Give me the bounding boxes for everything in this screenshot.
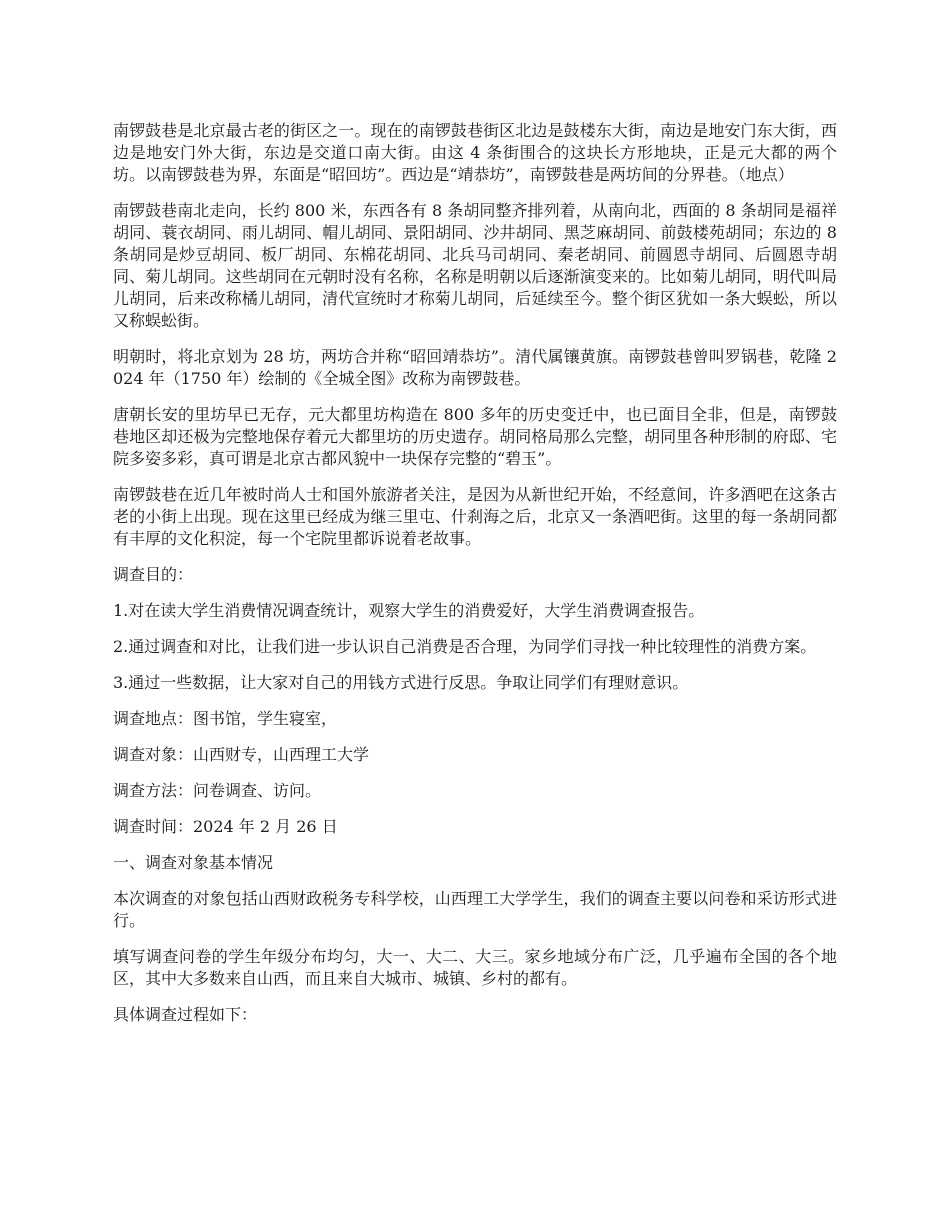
paragraph-lifang-heritage: 唐朝长安的里坊早已无存，元大都里坊构造在 800 多年的历史变迁中，也已面目全非，但是，南锣鼓巷地区却还极为完整地保存着元大都里坊的历史遗存。胡同格局那么完整，胡同里各种形制的府邸、宅院多姿多彩，真可谓是北京古都风貌中一块保存完整的“碧玉”。 [113, 405, 837, 468]
survey-purpose-item-1: 1.对在读大学生消费情况调查统计，观察大学生的消费爱好，大学生消费调查报告。 [113, 601, 705, 620]
paragraph-hutong-layout: 南锣鼓巷南北走向，长约 800 米，东西各有 8 条胡同整齐排列着，从南向北，西面的 8 条胡同是福祥胡同、蓑衣胡同、雨儿胡同、帽儿胡同、景阳胡同、沙井胡同、黑芝麻胡同、前鼓楼苑胡同；东边的 8 条胡同是炒豆胡同、板厂胡同、东棉花胡同、北兵马司胡同、秦老胡同、前圆恩寺胡同、后圆恩寺胡同、菊儿胡同。这些胡同在元朝时没有名称，名称是明朝以后逐渐演变来的。比如菊儿胡同，明代叫局儿胡同，后来改称橘儿胡同，清代宣统时才称菊儿胡同，后延续至今。整个街区犹如一条大蜈蚣，所以又称蜈蚣街。 [113, 201, 837, 330]
survey-subjects: 调查对象：山西财专，山西理工大学 [113, 745, 370, 764]
survey-purpose-item-3: 3.通过一些数据，让大家对自己的用钱方式进行反思。争取让同学们有理财意识。 [113, 673, 689, 692]
paragraph-process-intro: 具体调查过程如下： [113, 1005, 258, 1024]
paragraph-nanluoguxiang-location: 南锣鼓巷是北京最古老的街区之一。现在的南锣鼓巷街区北边是鼓楼东大街，南边是地安门东大街，西边是地安门外大街，东边是交道口南大街。由这 4 条街围合的这块长方形地块，正是元大都的两个坊。以南锣鼓巷为界，东面是“昭回坊”。西边是“靖恭坊”，南锣鼓巷是两坊间的分界巷。（地点） [113, 121, 837, 184]
paragraph-bar-street: 南锣鼓巷在近几年被时尚人士和国外旅游者关注，是因为从新世纪开始，不经意间，许多酒吧在这条古老的小街上出现。现在这里已经成为继三里屯、什刹海之后，北京又一条酒吧街。这里的每一条胡同都有丰厚的文化积淀，每一个宅院里都诉说着老故事。 [113, 485, 837, 548]
survey-purpose-item-2: 2.通过调查和对比，让我们进一步认识自己消费是否合理，为同学们寻找一种比较理性的消费方案。 [113, 637, 817, 656]
survey-date: 调查时间：2024 年 2 月 26 日 [113, 817, 338, 836]
paragraph-survey-scope: 本次调查的对象包括山西财政税务专科学校，山西理工大学学生，我们的调查主要以问卷和采访形式进行。 [113, 889, 837, 930]
survey-purpose-heading: 调查目的： [113, 565, 194, 584]
paragraph-respondent-distribution: 填写调查问卷的学生年级分布均匀，大一、大二、大三。家乡地域分布广泛，几乎遍布全国的各个地区，其中大多数来自山西，而且来自大城市、城镇、乡村的都有。 [113, 947, 837, 988]
survey-method: 调查方法：问卷调查、访问。 [113, 781, 322, 800]
survey-location: 调查地点：图书馆，学生寝室， [113, 709, 338, 728]
section-heading-basic-info: 一、调查对象基本情况 [113, 853, 274, 872]
paragraph-history-ming-qing: 明朝时，将北京划为 28 坊，两坊合并称“昭回靖恭坊”。清代属镶黄旗。南锣鼓巷曾叫罗锅巷，乾隆 2024 年（1750 年）绘制的《全城全图》改称为南锣鼓巷。 [113, 347, 837, 388]
